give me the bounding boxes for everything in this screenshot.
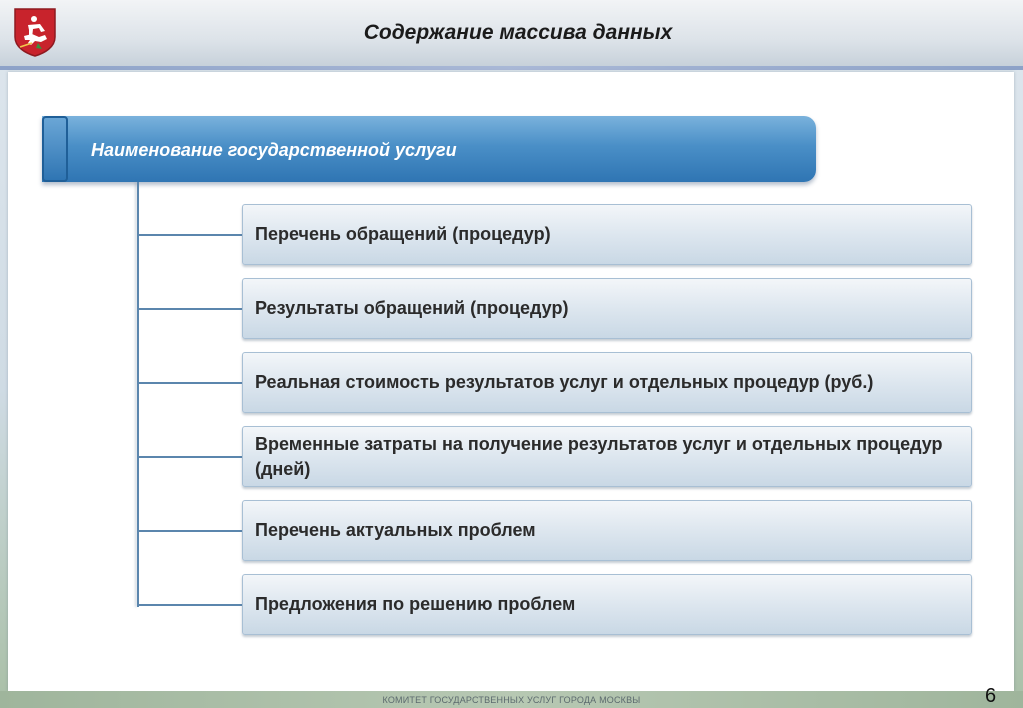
connector-trunk <box>137 182 139 607</box>
list-item-label: Перечень обращений (процедур) <box>255 224 551 244</box>
list-item <box>242 278 972 339</box>
list-item-label: Результаты обращений (процедур) <box>255 298 569 318</box>
connector-branch <box>139 456 243 458</box>
page-number: 6 <box>985 685 997 707</box>
root-node-tab <box>42 116 68 182</box>
list-item-label: Перечень актуальных проблем <box>255 520 536 540</box>
list-item <box>242 574 972 635</box>
root-node-label: Наименование государственной услуги <box>91 140 457 160</box>
connector-branch <box>139 382 243 384</box>
footer-organization: КОМИТЕТ ГОСУДАРСТВЕННЫХ УСЛУГ ГОРОДА МОСКВЫ <box>382 695 641 705</box>
list-item <box>242 426 972 487</box>
list-item-label: Временные затраты на получение результатов услуг и отдельных процедур (дней) <box>255 433 943 479</box>
list-item <box>242 352 972 413</box>
list-item <box>242 500 972 561</box>
list-item <box>242 204 972 265</box>
page-title: Содержание массива данных <box>363 21 673 44</box>
connector-branch <box>139 234 243 236</box>
list-item-label: Реальная стоимость результатов услуг и отдельных процедур (руб.) <box>255 372 874 392</box>
connector-branch <box>139 530 243 532</box>
header-divider <box>0 66 1023 70</box>
connector-branch <box>139 308 243 310</box>
list-item-label: Предложения по решению проблем <box>255 594 576 614</box>
connector-branch <box>139 604 243 606</box>
